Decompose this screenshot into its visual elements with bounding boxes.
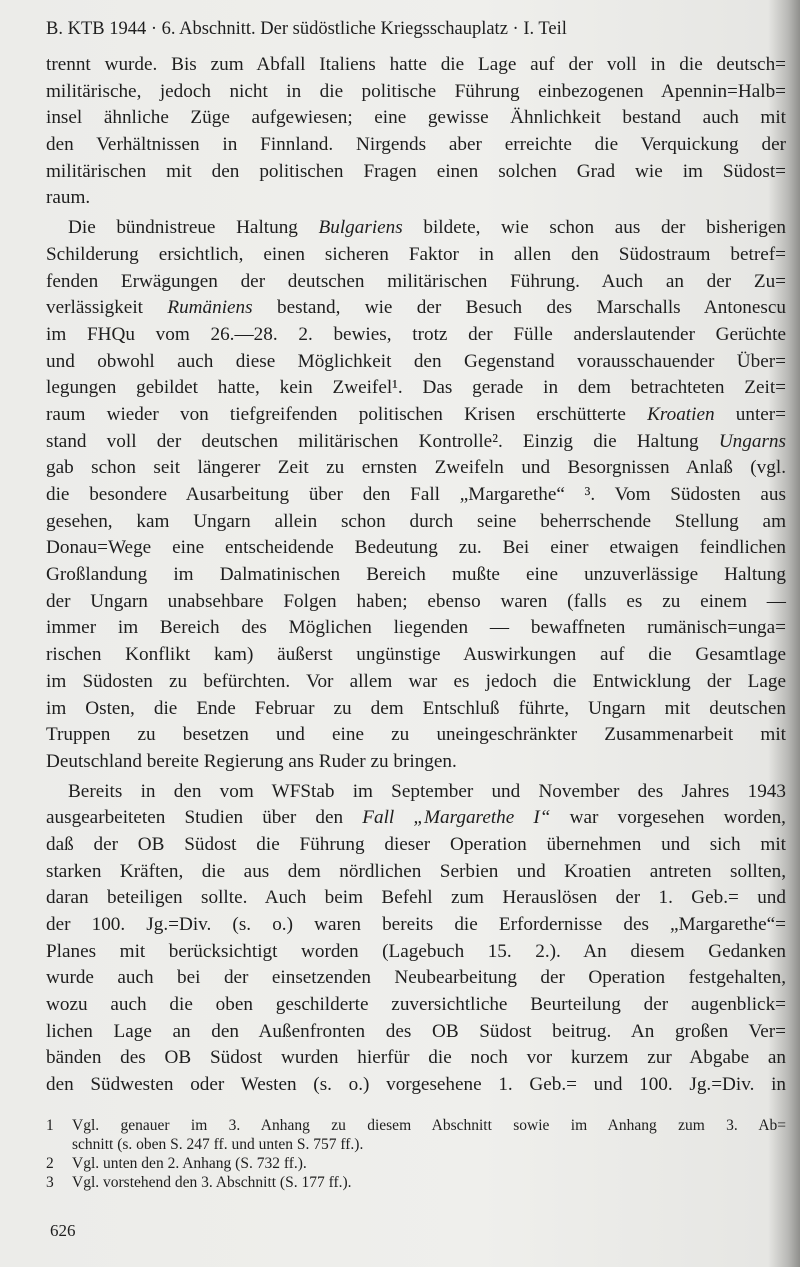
text-line	[46, 535, 786, 562]
text-run: war vorgesehen worden,	[550, 807, 786, 829]
text-line	[46, 805, 786, 832]
text-run: der 100. Jg.=Div. (s. o.) waren bereits die Erfordernisse des „Margarethe“=	[46, 914, 786, 935]
paragraph	[46, 52, 786, 212]
text-run: Schilderung ersichtlich, einen sicheren Faktor in allen den Südostraum betref=	[46, 243, 786, 265]
text-run: rischen Konflikt kam) äußerst ungünstige Auswirkungen auf die Gesamtlage	[46, 644, 786, 666]
text-line	[46, 52, 786, 79]
text-run: lichen Lage an den Außenfronten des OB Südost beitrug. An großen Ver=	[46, 1020, 786, 1042]
text-run: wurde auch bei der einsetzenden Neubearbeitung der Operation festgehalten,	[46, 967, 786, 989]
text-line	[46, 375, 786, 402]
text-line	[46, 215, 786, 242]
text-line	[46, 832, 786, 859]
text-run: insel ähnliche Züge aufgewiesen; eine gewisse Ähnlichkeit bestand auch mit	[46, 107, 786, 129]
text-line	[46, 939, 786, 966]
text-line	[46, 269, 786, 296]
italic-term: Rumäniens	[167, 297, 253, 319]
text-run: gesehen, kam Ungarn allein schon durch seine beherrschende Stellung am	[46, 510, 786, 532]
page-number: 626	[50, 1221, 76, 1240]
text-line	[46, 885, 786, 912]
text-line	[46, 349, 786, 376]
text-run: legungen gebildet hatte, kein Zweifel¹. Das gerade in dem betrachteten Zeit=	[46, 377, 786, 399]
italic-term: Bulgariens	[318, 217, 403, 239]
text-run: im Südosten zu befürchten. Vor allem war es jedoch die Entwicklung der Lage	[46, 670, 786, 692]
text-line	[46, 965, 786, 992]
text-line	[46, 322, 786, 349]
text-run: daß der OB Südost die Führung dieser Operation übernehmen und sich mit	[46, 833, 786, 855]
text-line	[46, 79, 786, 106]
text-run: unter=	[714, 403, 786, 425]
text-run: trennt wurde. Bis zum Abfall Italiens hatte die Lage auf der voll in die deutsch=	[46, 54, 786, 75]
text-line	[46, 696, 786, 723]
text-run: die besondere Ausarbeitung über den Fall „Margarethe“ ³. Vom Südosten aus	[46, 484, 786, 505]
text-run: Bereits in den vom WFStab im September und November des Jahres 1943	[68, 780, 786, 802]
text-line	[46, 1019, 786, 1046]
text-run: im FHQu vom 26.—28. 2. bewies, trotz der Fülle anderslautender Gerüchte	[46, 323, 786, 345]
footnote-2	[46, 1154, 786, 1173]
text-run: und obwohl auch diese Möglichkeit den Gegenstand vorausschauender Über=	[46, 350, 786, 372]
footnotes	[46, 1116, 786, 1192]
footnote-number: 1	[46, 1117, 54, 1134]
text-run: Deutschland bereite Regierung ans Ruder zu bringen.	[46, 750, 457, 772]
footnote-1	[46, 1116, 786, 1154]
text-line	[46, 912, 786, 939]
body-text	[46, 52, 786, 1099]
text-line	[46, 722, 786, 749]
text-run: stand voll der deutschen militärischen Kontrolle². Einzig die Haltung	[46, 430, 719, 452]
text-run: der Ungarn unabsehbare Folgen haben; ebenso waren (falls es zu einem —	[46, 590, 786, 612]
running-head: B. KTB 1944 · 6. Abschnitt. Der südöstliche Kriegsschauplatz · I. Teil	[46, 19, 567, 39]
text-line	[46, 429, 786, 456]
text-line	[46, 562, 786, 589]
text-line	[46, 615, 786, 642]
text-run: wozu auch die oben geschilderte zuversichtliche Beurteilung der augenblick=	[46, 994, 786, 1016]
text-run: Planes mit berücksichtigt worden (Lagebuch 15. 2.). An diesem Gedanken	[46, 940, 786, 962]
text-line	[46, 1045, 786, 1072]
text-line	[46, 859, 786, 886]
text-line	[46, 509, 786, 536]
footnote-text: Vgl. genauer im 3. Anhang zu diesem Abschnitt sowie im Anhang zum 3. Ab=	[72, 1117, 786, 1134]
paragraph	[46, 779, 786, 1099]
footnote-text-continued: schnitt (s. oben S. 247 ff. und unten S. 757 ff.).	[72, 1136, 364, 1153]
text-run: Großlandung im Dalmatinischen Bereich mußte eine unzuverlässige Haltung	[46, 564, 786, 586]
italic-term: Fall „Margarethe I“	[362, 807, 551, 829]
text-run: den Verhältnissen in Finnland. Nirgends aber erreichte die Verquickung der	[46, 134, 786, 156]
text-line	[46, 242, 786, 269]
text-line	[46, 295, 786, 322]
text-run: bänden des OB Südost wurden hierfür die noch vor kurzem zur Abgabe an	[46, 1047, 786, 1069]
footnote-number: 2	[46, 1155, 54, 1172]
text-run: Die bündnistreue Haltung	[68, 217, 319, 239]
text-run: militärischen mit den politischen Fragen einen solchen Grad wie im Südost=	[46, 160, 786, 182]
footnote-number: 3	[46, 1174, 54, 1191]
text-run: raum.	[46, 187, 91, 209]
text-run: immer im Bereich des Möglichen liegenden — bewaffneten rumänisch=unga=	[46, 617, 786, 639]
text-line	[46, 1072, 786, 1099]
text-run: im Osten, die Ende Februar zu dem Entschluß führte, Ungarn mit deutschen	[46, 697, 786, 719]
text-run: bildete, wie schon aus der bisherigen	[402, 217, 787, 239]
text-line	[46, 749, 786, 776]
text-line	[46, 992, 786, 1019]
text-run: starken Kräften, die aus dem nördlichen Serbien und Kroatien antreten sollten,	[46, 860, 786, 882]
text-line	[46, 185, 786, 212]
text-line	[46, 159, 786, 186]
footnote-text: Vgl. unten den 2. Anhang (S. 732 ff.).	[72, 1155, 307, 1172]
text-line	[46, 669, 786, 696]
footnote-3	[46, 1173, 786, 1192]
text-run: verlässigkeit	[46, 297, 168, 319]
paragraph	[46, 215, 786, 775]
footnote-text: Vgl. vorstehend den 3. Abschnitt (S. 177 ff.).	[72, 1174, 352, 1191]
text-run: Truppen zu besetzen und eine zu uneingeschränkter Zusammenarbeit mit	[46, 724, 786, 746]
text-run: raum wieder von tiefgreifenden politischen Krisen erschütterte	[46, 403, 648, 425]
text-run: gab schon seit längerer Zeit zu ernsten Zweifeln und Besorgnissen Anlaß (vgl.	[46, 457, 786, 479]
text-line	[46, 132, 786, 159]
italic-term: Ungarns	[718, 430, 786, 452]
text-run: ausgearbeiteten Studien über den	[46, 807, 363, 829]
text-line	[46, 779, 786, 806]
text-line	[46, 642, 786, 669]
text-run: daran beteiligen sollte. Auch beim Befehl zum Herauslösen der 1. Geb.= und	[46, 887, 786, 909]
text-line	[46, 105, 786, 132]
text-run: den Südwesten oder Westen (s. o.) vorgesehene 1. Geb.= und 100. Jg.=Div. in	[46, 1074, 786, 1096]
text-run: Donau=Wege eine entscheidende Bedeutung zu. Bei einer etwaigen feindlichen	[46, 537, 786, 559]
italic-term: Kroatien	[647, 403, 715, 425]
text-line	[46, 482, 786, 509]
text-line	[46, 402, 786, 429]
text-run: fenden Erwägungen der deutschen militärischen Führung. Auch an der Zu=	[46, 270, 786, 292]
text-run: bestand, wie der Besuch des Marschalls Antonescu	[252, 297, 786, 319]
text-line	[46, 589, 786, 616]
text-line	[46, 455, 786, 482]
text-run: militärische, jedoch nicht in die politische Führung einbezogenen Apennin=Halb=	[46, 80, 786, 102]
